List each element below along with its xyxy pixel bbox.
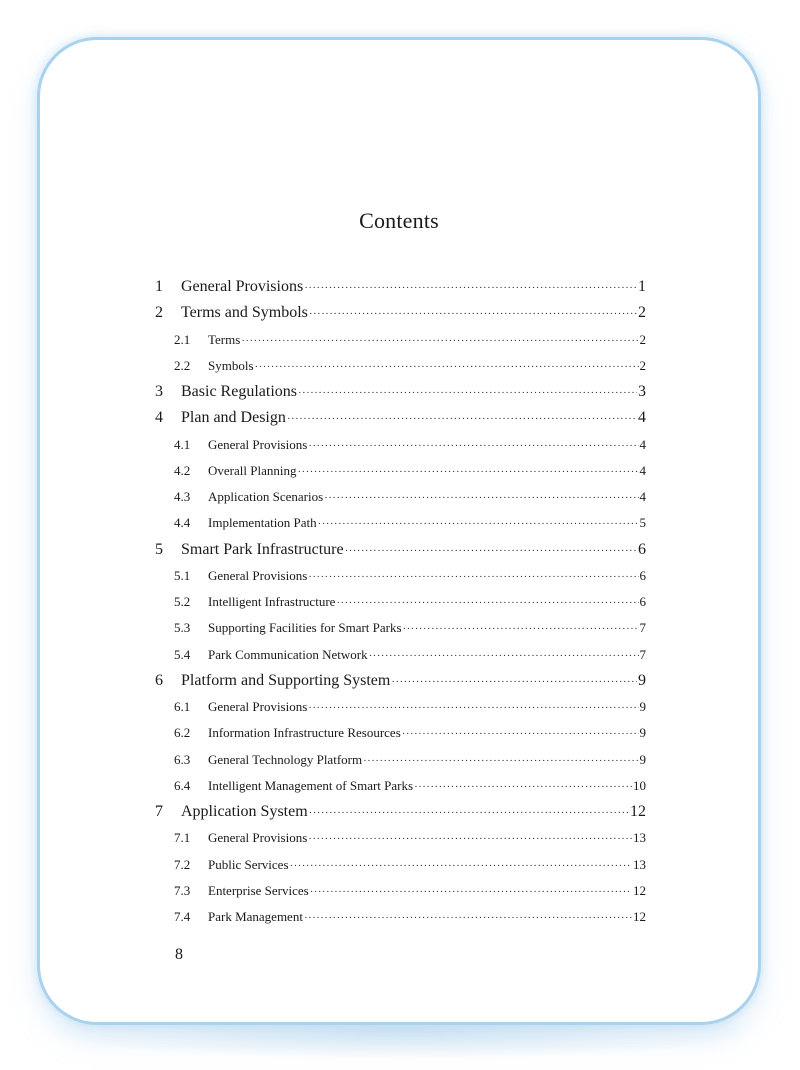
toc-entry-page: 9 (639, 725, 646, 741)
toc-section-entry[interactable] (154, 694, 646, 720)
page-title: Contents (359, 208, 439, 233)
toc-section-entry[interactable] (154, 458, 646, 484)
toc-entry-page: 4 (639, 436, 646, 452)
toc-section-entry[interactable] (154, 563, 646, 589)
toc-dot-leader (309, 301, 637, 327)
toc-entry-title: General Provisions (181, 278, 304, 295)
toc-entry-title: Symbols (208, 357, 254, 373)
toc-dot-leader (308, 433, 638, 459)
toc-dot-leader (297, 459, 638, 485)
toc-entry-page: 2 (638, 304, 646, 322)
toc-section-entry[interactable] (154, 510, 646, 536)
toc-section-entry[interactable] (154, 589, 646, 615)
toc-entry-number: 2.2 (174, 357, 191, 373)
toc-entry-page: 4 (639, 489, 646, 504)
toc-entry-number: 5 (155, 540, 163, 558)
toc-entry-title: General Provisions (208, 830, 308, 846)
toc-entry-page: 6 (639, 594, 646, 609)
toc-entry-page: 1 (638, 278, 646, 295)
toc-entry-page: 6 (638, 540, 646, 558)
toc-entry-title: Application System (181, 803, 308, 820)
toc-entry-number: 7.4 (174, 909, 191, 924)
toc-dot-leader (336, 590, 638, 616)
toc-dot-leader (308, 826, 632, 852)
toc-entry-number: 5.3 (174, 620, 191, 636)
toc-entry-title: Smart Park Infrastructure (181, 540, 344, 558)
toc-entry-page: 10 (633, 777, 646, 793)
toc-entry-page: 9 (639, 751, 646, 767)
toc-entry-page: 7 (639, 646, 646, 662)
toc-entry-page: 2 (639, 331, 646, 347)
toc-section-entry[interactable] (154, 825, 646, 851)
toc-section-entry[interactable] (154, 773, 646, 799)
toc-entry-number: 7 (155, 803, 163, 820)
toc-section-entry[interactable] (154, 878, 646, 904)
toc-dot-leader (318, 511, 639, 537)
toc-chapter-entry[interactable] (154, 668, 646, 694)
toc-entry-title: General Technology Platform (208, 751, 363, 767)
toc-entry-number: 7.3 (174, 882, 191, 898)
toc-entry-page: 6 (639, 567, 646, 583)
toc-entry-page: 13 (633, 830, 646, 846)
toc-entry-title: Supporting Facilities for Smart Parks (208, 620, 402, 636)
toc-entry-number: 6.2 (174, 725, 191, 741)
toc-dot-leader (324, 485, 638, 511)
document-page (37, 37, 761, 1025)
toc-entry-page: 5 (639, 515, 646, 531)
toc-dot-leader (345, 538, 637, 564)
table-of-contents (154, 274, 646, 930)
toc-entry-title: Public Services (208, 856, 289, 872)
toc-entry-number: 5.4 (174, 646, 191, 662)
toc-section-entry[interactable] (154, 353, 646, 379)
toc-entry-page: 12 (633, 909, 646, 924)
toc-entry-number: 4 (155, 409, 163, 427)
toc-entry-title: Terms (208, 331, 241, 347)
toc-dot-leader (308, 564, 638, 590)
toc-section-entry[interactable] (154, 852, 646, 878)
toc-entry-number: 4.3 (174, 489, 191, 504)
toc-entry-page: 12 (630, 803, 646, 820)
toc-entry-title: Park Management (208, 909, 303, 924)
toc-entry-number: 5.1 (174, 567, 191, 583)
toc-dot-leader (308, 695, 638, 721)
toc-chapter-entry[interactable] (154, 537, 646, 563)
toc-dot-leader (414, 774, 632, 800)
toc-dot-leader (309, 800, 629, 826)
toc-entry-number: 4.2 (174, 462, 191, 478)
toc-chapter-entry[interactable] (154, 274, 646, 300)
toc-entry-title: General Provisions (208, 436, 308, 452)
toc-dot-leader (403, 616, 639, 642)
toc-dot-leader (402, 721, 639, 747)
toc-entry-number: 3 (155, 383, 163, 400)
toc-entry-title: Intelligent Infrastructure (208, 594, 336, 609)
toc-dot-leader (310, 879, 632, 905)
toc-dot-leader (298, 380, 637, 406)
toc-chapter-entry[interactable] (154, 799, 646, 825)
toc-entry-title: Overall Planning (208, 462, 297, 478)
toc-section-entry[interactable] (154, 904, 646, 930)
toc-entry-number: 4.1 (174, 436, 191, 452)
toc-entry-number: 2.1 (174, 331, 191, 347)
toc-dot-leader (241, 328, 638, 354)
toc-dot-leader (304, 905, 632, 931)
toc-dot-leader (369, 643, 639, 669)
toc-chapter-entry[interactable] (154, 379, 646, 405)
toc-entry-title: Implementation Path (208, 515, 317, 531)
toc-dot-leader (287, 406, 637, 432)
toc-entry-number: 7.2 (174, 856, 191, 872)
toc-section-entry[interactable] (154, 720, 646, 746)
toc-entry-title: Terms and Symbols (181, 304, 308, 322)
toc-dot-leader (363, 748, 638, 774)
toc-chapter-entry[interactable] (154, 405, 646, 431)
toc-entry-number: 2 (155, 304, 163, 322)
toc-section-entry[interactable] (154, 327, 646, 353)
toc-entry-title: Information Infrastructure Resources (208, 725, 401, 741)
toc-section-entry[interactable] (154, 747, 646, 773)
toc-section-entry[interactable] (154, 642, 646, 668)
toc-chapter-entry[interactable] (154, 300, 646, 326)
toc-dot-leader (391, 669, 637, 695)
toc-entry-page: 9 (638, 671, 646, 689)
toc-entry-number: 6.1 (174, 699, 191, 714)
toc-entry-number: 4.4 (174, 515, 191, 531)
toc-dot-leader (304, 275, 637, 301)
toc-entry-title: Plan and Design (181, 409, 286, 427)
toc-entry-page: 3 (638, 383, 646, 400)
toc-entry-title: Basic Regulations (181, 383, 297, 400)
toc-entry-page: 13 (633, 856, 646, 872)
toc-entry-number: 6.3 (174, 751, 191, 767)
toc-entry-page: 2 (639, 357, 646, 373)
toc-entry-page: 9 (639, 699, 646, 714)
toc-entry-title: Enterprise Services (208, 882, 309, 898)
toc-entry-number: 5.2 (174, 594, 191, 609)
toc-entry-page: 4 (638, 409, 646, 427)
toc-entry-page: 12 (633, 882, 646, 898)
toc-entry-title: Application Scenarios (208, 489, 324, 504)
toc-entry-title: General Provisions (208, 567, 308, 583)
toc-entry-number: 6.4 (174, 777, 191, 793)
toc-section-entry[interactable] (154, 615, 646, 641)
toc-dot-leader (255, 354, 639, 380)
toc-entry-page: 4 (639, 462, 646, 478)
toc-dot-leader (290, 853, 632, 879)
toc-entry-title: General Provisions (208, 699, 308, 714)
toc-entry-number: 6 (155, 671, 163, 689)
toc-section-entry[interactable] (154, 432, 646, 458)
toc-entry-title: Park Communication Network (208, 646, 368, 662)
toc-section-entry[interactable] (154, 484, 646, 510)
toc-entry-title: Intelligent Management of Smart Parks (208, 777, 414, 793)
toc-entry-page: 7 (639, 620, 646, 636)
page-number: 8 (175, 946, 183, 963)
toc-entry-number: 1 (155, 278, 163, 295)
toc-entry-title: Platform and Supporting System (181, 671, 391, 689)
toc-entry-number: 7.1 (174, 830, 191, 846)
